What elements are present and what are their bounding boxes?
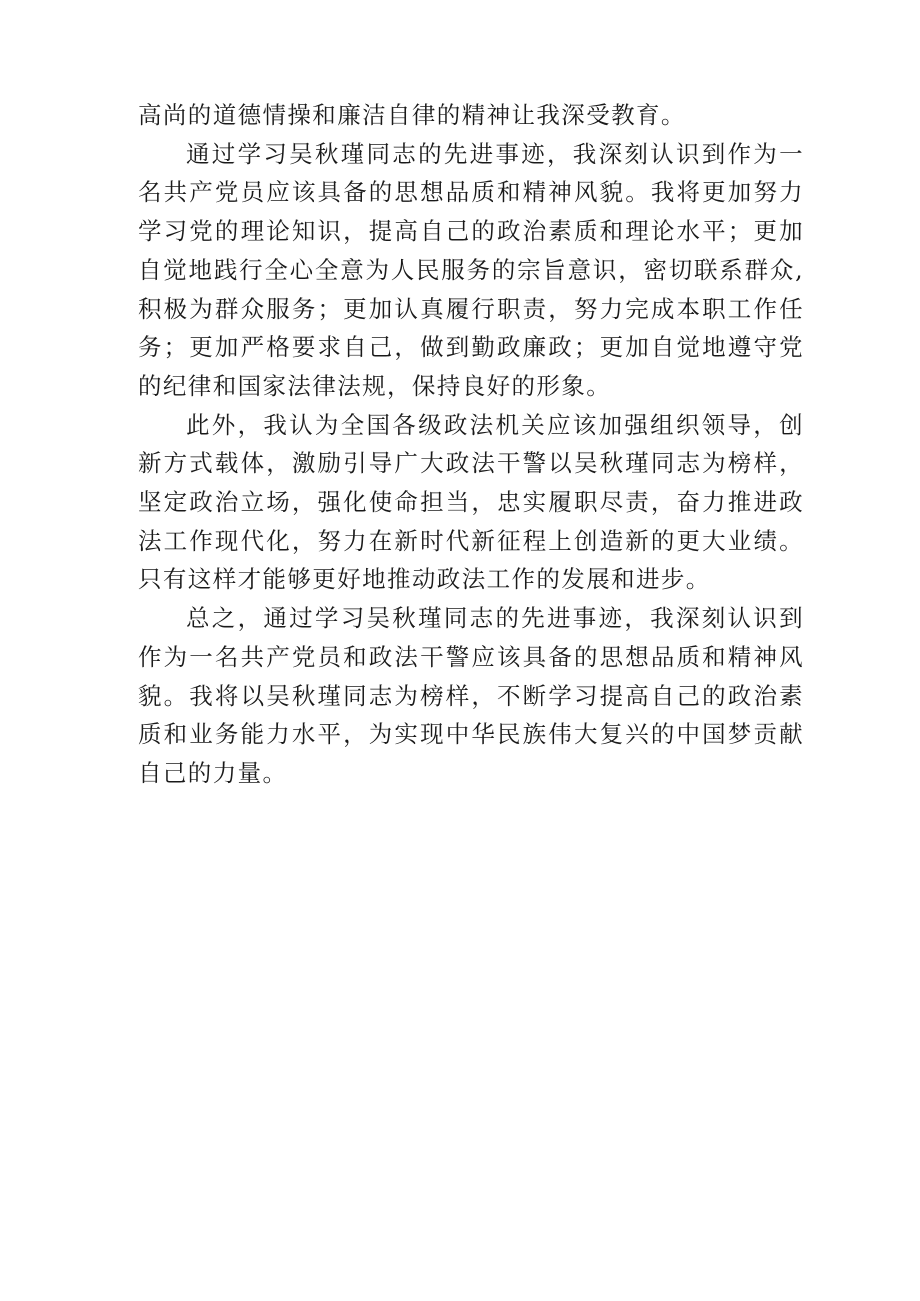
paragraph-recommendation: 此外，我认为全国各级政法机关应该加强组织领导，创新方式载体，激励引导广大政法干警以吴秋瑾同志为榜样，坚定政治立场，强化使命担当，忠实履职尽责，奋力推进政法工作现代化，努力在新时代新征程上创造新的更大业绩。只有这样才能够更好地推动政法工作的发展和进步。 [138, 410, 804, 594]
document-body [138, 96, 804, 793]
paragraph-conclusion: 总之，通过学习吴秋瑾同志的先进事迹，我深刻认识到作为一名共产党员和政法干警应该具备的思想品质和精神风貌。我将以吴秋瑾同志为榜样，不断学习提高自己的政治素质和业务能力水平，为实现中华民族伟大复兴的中国梦贡献自己的力量。 [138, 604, 804, 787]
paragraph-continuation: 高尚的道德情操和廉洁自律的精神让我深受教育。 [138, 101, 686, 129]
paragraph-study-reflection: 通过学习吴秋瑾同志的先进事迹，我深刻认识到作为一名共产党员应该具备的思想品质和精神风貌。我将更加努力学习党的理论知识，提高自己的政治素质和理论水平；更加自觉地践行全心全意为人民服务的宗旨意识，密切联系群众,积极为群众服务；更加认真履行职责，努力完成本职工作任务；更加严格要求自己，做到勤政廉政；更加自觉地遵守党的纪律和国家法律法规，保持良好的形象。 [138, 139, 804, 400]
